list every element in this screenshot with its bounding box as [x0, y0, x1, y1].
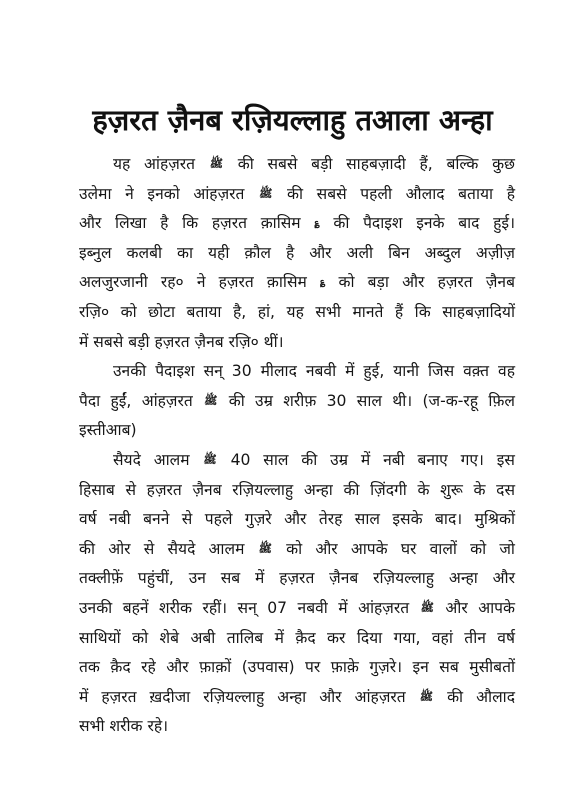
text-line: अलजुरजानी रह० ने हज़रत क़ासिम ؏ को बड़ा और हज़रत ज़ैनब: [79, 273, 515, 292]
paragraph-2: [79, 357, 515, 446]
paragraph-3: [79, 446, 515, 742]
text-line: सैयदे आलम ﷺ 40 साल की उम्र में नबी बनाए गए। इस: [113, 450, 515, 469]
text-line: सभी शरीक रहे।: [79, 717, 169, 736]
text-line: उलेमा ने इनको आंहज़रत ﷺ की सबसे पहली औलाद बताया है: [79, 184, 515, 203]
saw-honorific-icon: ﷺ: [419, 689, 434, 703]
text-line: की ओर से सैयदे आलम ﷺ को और आपके घर वालों को जो: [79, 539, 515, 558]
text-line: इस्तीआब): [79, 421, 137, 440]
saw-honorific-icon: ﷺ: [204, 393, 218, 407]
paragraph-1: [79, 150, 515, 357]
text-line: साथियों को शेबे अबी तालिब में क़ैद कर दिया गया, वहां तीन वर्ष: [79, 628, 515, 647]
chapter-body: [79, 150, 515, 742]
text-line: इब्नुल कलबी का यही क़ौल है और अली बिन अब्दुल अज़ीज़: [79, 243, 515, 262]
saw-honorific-icon: ﷺ: [258, 541, 272, 555]
text-line: तक्लीफ़ें पहुंचीं, उन सब में हज़रत ज़ैनब रज़ियल्लाहु अन्हा और: [79, 569, 515, 588]
saw-honorific-icon: ﷺ: [420, 600, 434, 614]
text-line: यह आंहज़रत ﷺ की सबसे बड़ी साहबज़ादी हैं, बल्कि कुछ: [113, 155, 515, 173]
saw-honorific-icon: ﷺ: [259, 186, 273, 200]
text-line: तक क़ैद रहे और फ़ाक़ों (उपवास) पर फ़ाक़े गुज़रे। इन सब मुसीबतों: [79, 658, 515, 677]
text-line: उनकी बहनें शरीक रहीं। सन् 07 नबवी में आंहज़रत ﷺ और आपके: [79, 598, 515, 617]
saw-honorific-icon: ﷺ: [203, 452, 217, 466]
text-line: रज़ि० को छोटा बताया है, हां, यह सभी मानते हैं कि साहबज़ादियों: [79, 302, 515, 321]
text-line: में हज़रत ख़दीजा रज़ियल्लाहु अन्हा और आंहज़रत ﷺ की औलाद: [79, 687, 515, 706]
as-honorific-icon: ؏: [314, 218, 320, 229]
text-line: और लिखा है कि हज़रत क़ासिम ؏ की पैदाइश इनके बाद हुई।: [79, 214, 515, 233]
text-line: पैदा हुईं, आंहज़रत ﷺ की उम्र शरीफ़ 30 साल थी। (ज-क-रहू फ़िल: [79, 391, 515, 410]
text-line: में सबसे बड़ी हज़रत ज़ैनब रज़ि० थीं।: [79, 332, 284, 351]
text-line: हिसाब से हज़रत ज़ैनब रज़ियल्लाहु अन्हा की ज़िंदगी के शुरू के दस: [79, 480, 515, 499]
text-line: वर्ष नबी बनने से पहले गुज़रे और तेरह साल इसके बाद। मुश्रिकों: [79, 510, 515, 529]
chapter-title: हज़रत ज़ैनब रज़ियल्लाहु तआला अन्हा: [92, 103, 493, 137]
as-honorific-icon: ؏: [320, 277, 326, 288]
saw-honorific-icon: ﷺ: [209, 157, 224, 170]
text-line: उनकी पैदाइश सन् 30 मीलाद नबवी में हुई, यानी जिस वक़्त वह: [113, 362, 515, 381]
